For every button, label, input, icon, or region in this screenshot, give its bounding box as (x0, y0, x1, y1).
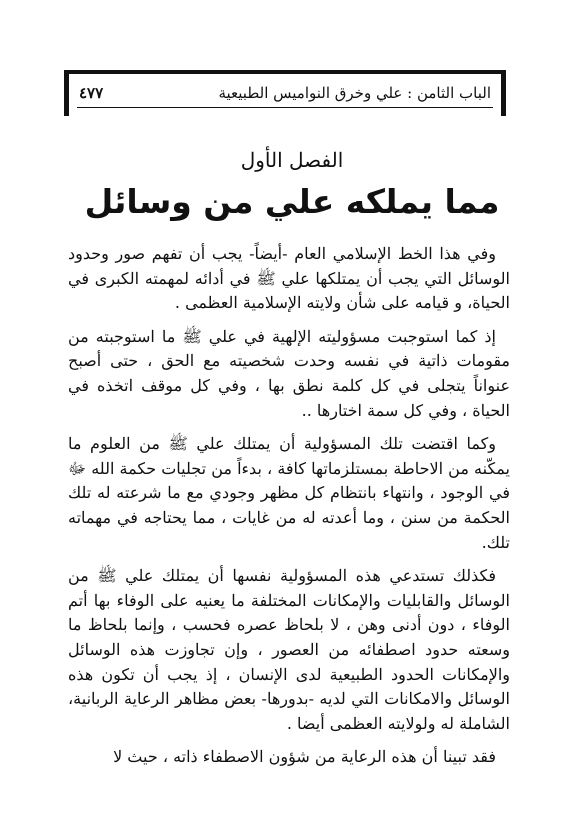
chapter-title: مما يملكه علي من وسائل (84, 182, 500, 221)
paragraph: فكذلك تستدعي هذه المسؤولية نفسها أن يمتلك علي ﷺ من الوسائل والقابليات والإمكانات المختلفة ما يعنيه على الوفاء بها أتم الوفاء ، دون أدنى وهن ، لا بلحاظ عصره فحسب ، وإنما بلحاظ ما وسعته حدود اصطفائه من العصور ، وإن تجاوزت هذه الوسائل والإمكانات الحدود الطبيعية لدى الإنسان ، إذ يجب أن تكون هذه الوسائل والامكانات التي لديه -بدورها- بعض مظاهر الرعاية الربانية، الشاملة له ولولايته العظمى أيضا . (68, 566, 510, 733)
paragraph: وفي هذا الخط الإسلامي العام -أيضاً- يجب أن تفهم صور وحدود الوسائل التي يجب أن يمتلكها علي ﷺ في أدائه لمهمته الكبرى في الحياة، و قيامه على شأن ولايته الإسلامية العظمى . (68, 244, 510, 313)
paragraph: إذ كما استوجبت مسؤوليته الإلهية في علي ﷺ ما استوجبته من مقومات ذاتية في نفسه وحدت شخصيته مع الحق ، حتى أصبح عنواناً يتجلى في كل كلمة نطق بها ، وفي كل موقف اتخذه في الحياة ، وفي كل سمة اختارها .. (68, 326, 510, 420)
header-row (69, 80, 501, 106)
running-title: الباب الثامن : علي وخرق النواميس الطبيعية (218, 84, 491, 102)
header-divider (77, 107, 493, 108)
running-header (64, 70, 506, 116)
paragraph: وكما اقتضت تلك المسؤولية أن يمتلك علي ﷺ من العلوم ما يمكّنه من الاحاطة بمستلزماتها كافة ، بدءاً من تجليات حكمة الله ﷻ في الوجود ، وانتهاء بانتظام كل مظهر وجودي مع ما شرعته له تلك الحكمة من سنن ، وما أعدته له من غايات ، مما يحتاجه في مهماته تلك. (68, 434, 510, 552)
paragraph: فقد تبينا أن هذه الرعاية من شؤون الاصطفاء ذاته ، حيث لا (113, 747, 496, 767)
body-text (68, 242, 510, 770)
section-label: الفصل الأول (240, 148, 344, 172)
page-number: ٤٧٧ (79, 84, 104, 102)
